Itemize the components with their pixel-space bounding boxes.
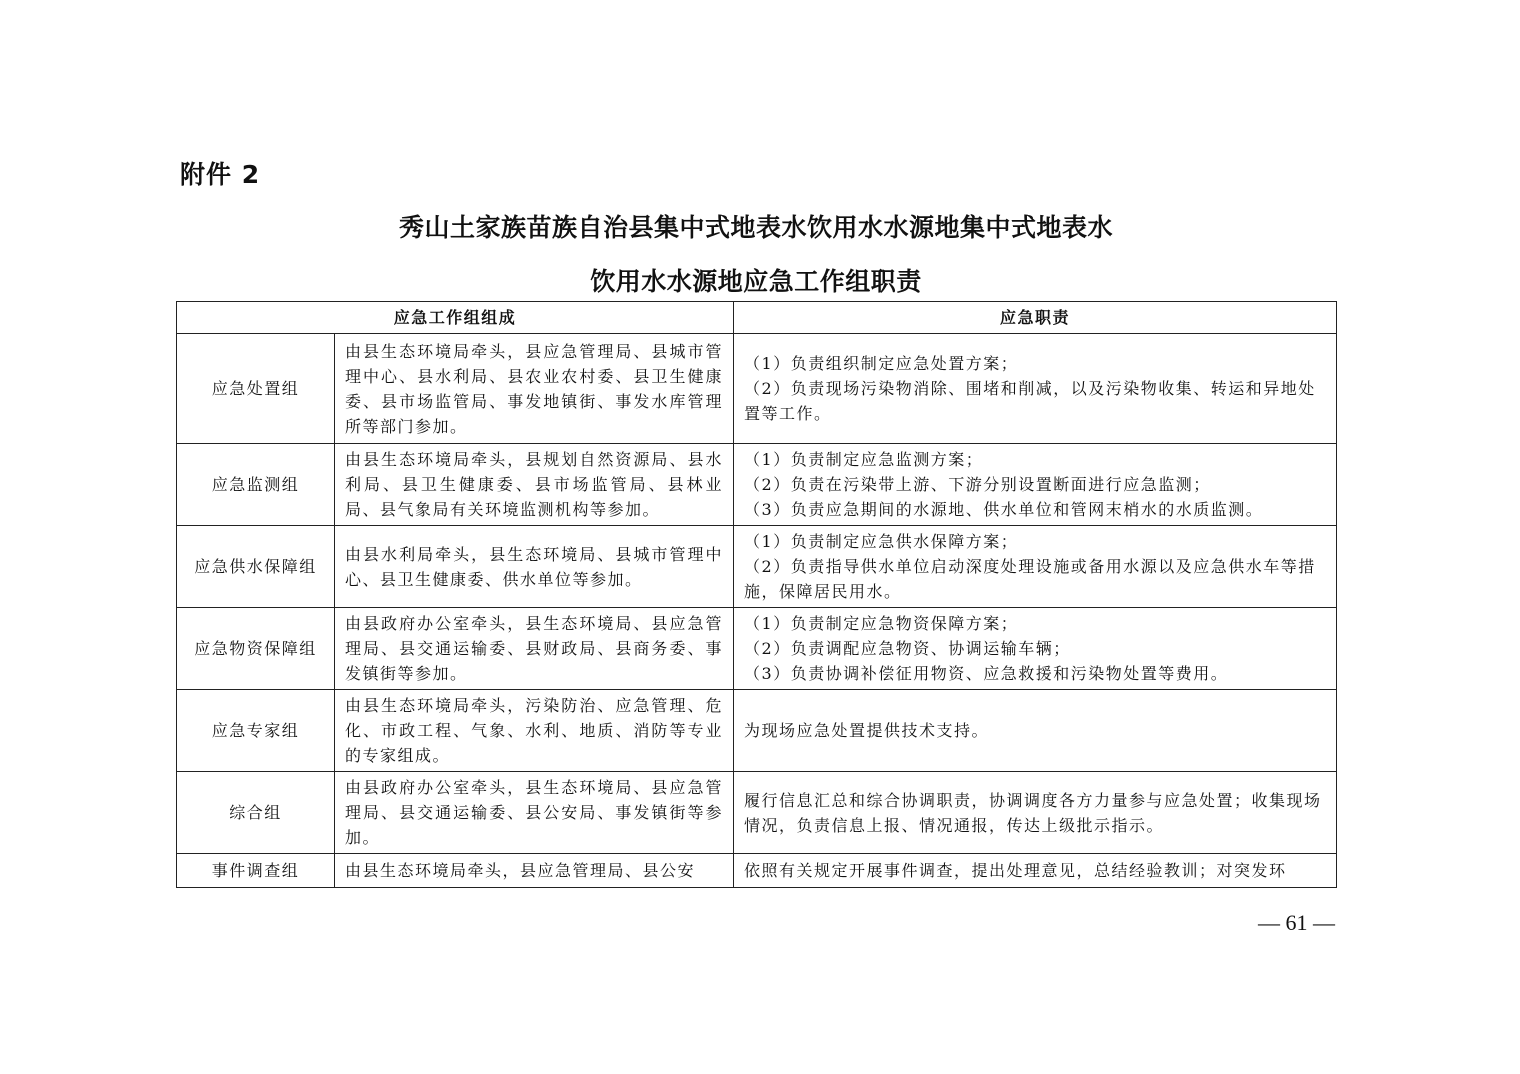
duty-item: （2）负责在污染带上游、下游分别设置断面进行应急监测； [744, 475, 1211, 494]
table-row [177, 772, 1337, 854]
table-row [177, 526, 1337, 608]
duty-item: （3）负责应急期间的水源地、供水单位和管网末梢水的水质监测。 [744, 500, 1264, 519]
table-row [177, 444, 1337, 526]
group-duties [734, 690, 1337, 772]
document-title-line-1: 秀山土家族苗族自治县集中式地表水饮用水水源地集中式地表水 [398, 213, 1113, 242]
duty-item: 依照有关规定开展事件调查，提出处理意见，总结经验教训；对突发环 [744, 861, 1287, 880]
duty-item: 为现场应急处置提供技术支持。 [744, 721, 990, 740]
group-members: 由县生态环境局牵头，县应急管理局、县城市管理中心、县水利局、县农业农村委、县卫生健康委、县市场监管局、事发地镇街、事发水库管理所等部门参加。 [335, 334, 734, 444]
table-header-row [177, 302, 1337, 334]
duty-item: （1）负责制定应急监测方案； [744, 450, 984, 469]
table-row [177, 690, 1337, 772]
duty-item: 履行信息汇总和综合协调职责，协调调度各方力量参与应急处置；收集现场情况，负责信息上报、情况通报，传达上级批示指示。 [744, 790, 1322, 835]
group-members: 由县生态环境局牵头，县规划自然资源局、县水利局、县卫生健康委、县市场监管局、县林业局、县气象局有关环境监测机构等参加。 [335, 444, 734, 526]
group-name: 应急供水保障组 [177, 526, 335, 608]
table-row [177, 608, 1337, 690]
group-duties [734, 334, 1337, 444]
group-members: 由县政府办公室牵头，县生态环境局、县应急管理局、县交通运输委、县公安局、事发镇街等参加。 [335, 772, 734, 854]
duty-item: （3）负责协调补偿征用物资、应急救援和污染物处置等费用。 [744, 664, 1229, 683]
attachment-label: 附件 2 [180, 160, 261, 189]
duty-item: （2）负责指导供水单位启动深度处理设施或备用水源以及应急供水车等措施，保障居民用水。 [744, 557, 1316, 601]
document-title-line-2: 饮用水水源地应急工作组职责 [590, 267, 922, 296]
group-duties [734, 854, 1337, 888]
group-members: 由县生态环境局牵头，污染防治、应急管理、危化、市政工程、气象、水利、地质、消防等专业的专家组成。 [335, 690, 734, 772]
header-composition: 应急工作组组成 [177, 302, 734, 334]
group-duties [734, 526, 1337, 608]
page-number: — 61 — [1258, 910, 1335, 935]
group-members: 由县水利局牵头，县生态环境局、县城市管理中心、县卫生健康委、供水单位等参加。 [335, 526, 734, 608]
group-duties [734, 608, 1337, 690]
group-name: 综合组 [177, 772, 335, 854]
group-name: 事件调查组 [177, 854, 335, 888]
group-duties [734, 444, 1337, 526]
duty-item: （2）负责现场污染物消除、围堵和削减，以及污染物收集、转运和异地处置等工作。 [744, 379, 1316, 423]
duty-item: （1）负责组织制定应急处置方案； [744, 354, 1019, 373]
duty-item: （1）负责制定应急物资保障方案； [744, 614, 1019, 633]
duty-item: （2）负责调配应急物资、协调运输车辆； [744, 639, 1071, 658]
emergency-duty-table [176, 301, 1337, 888]
group-duties [734, 772, 1337, 854]
table-row [177, 334, 1337, 444]
group-name: 应急物资保障组 [177, 608, 335, 690]
group-name: 应急专家组 [177, 690, 335, 772]
group-members: 由县政府办公室牵头，县生态环境局、县应急管理局、县交通运输委、县财政局、县商务委、事发镇街等参加。 [335, 608, 734, 690]
group-name: 应急处置组 [177, 334, 335, 444]
group-name: 应急监测组 [177, 444, 335, 526]
header-duties: 应急职责 [734, 302, 1337, 334]
duty-item: （1）负责制定应急供水保障方案； [744, 532, 1019, 551]
group-members: 由县生态环境局牵头，县应急管理局、县公安 [335, 854, 734, 888]
table-row [177, 854, 1337, 888]
